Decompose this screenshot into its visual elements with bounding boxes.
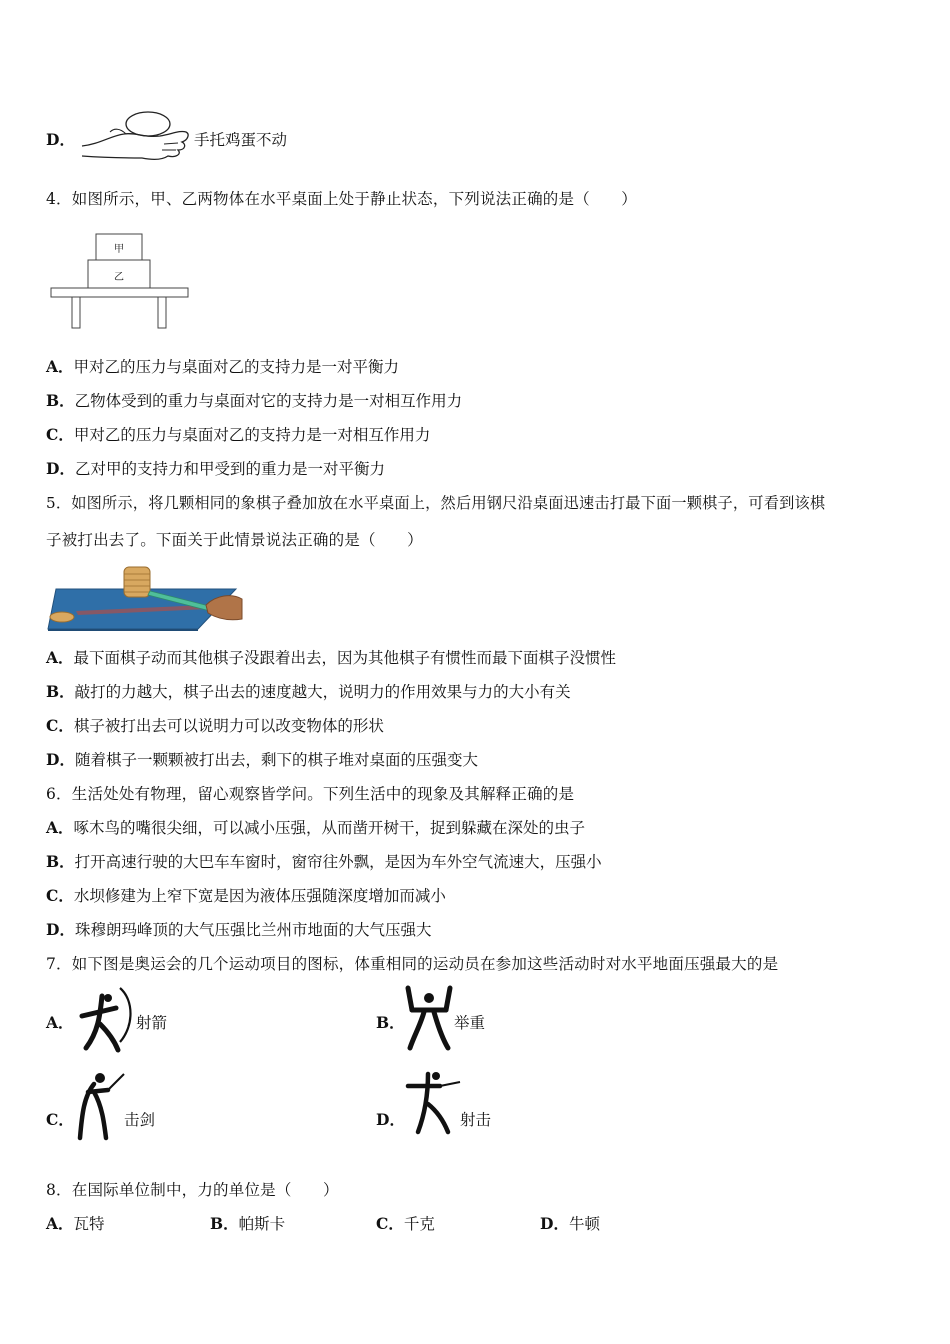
q6-option-a xyxy=(46,816,585,838)
option-label: C． xyxy=(46,716,74,735)
q5-option-c xyxy=(46,714,384,736)
q7-option-a-label xyxy=(46,1011,74,1033)
option-label: D． xyxy=(46,459,75,478)
archery-icon xyxy=(78,986,136,1054)
q7-stem: 7．如下图是奥运会的几个运动项目的图标，体重相同的运动员在参加这些活动时对水平地面压强最大的是 xyxy=(46,955,779,973)
q7-option-b-text: 举重 xyxy=(454,1014,486,1032)
option-text: 乙物体受到的重力与桌面对它的支持力是一对相互作用力 xyxy=(74,392,463,410)
hand-holding-egg-image xyxy=(80,106,192,164)
option-label: A． xyxy=(46,818,74,837)
option-text: 乙对甲的支持力和甲受到的重力是一对平衡力 xyxy=(74,460,385,478)
q6-option-b xyxy=(46,850,602,872)
q8-option-b xyxy=(210,1212,285,1234)
q5-stem-line2: 子被打出去了。下面关于此情景说法正确的是（ ） xyxy=(46,531,423,549)
q4-option-c xyxy=(46,423,430,445)
q8-option-c xyxy=(376,1212,435,1234)
option-label: B． xyxy=(46,391,75,410)
option-label: D． xyxy=(540,1214,569,1233)
q8-option-d xyxy=(540,1212,600,1234)
q6-stem: 6．生活处处有物理，留心观察皆学问。下列生活中的现象及其解释正确的是 xyxy=(46,785,575,803)
option-label: B． xyxy=(46,682,75,701)
q4-option-a xyxy=(46,355,399,377)
option-label: D． xyxy=(46,920,75,939)
q4-stem: 4．如图所示，甲、乙两物体在水平桌面上处于静止状态，下列说法正确的是（ ） xyxy=(46,190,637,208)
q8-stem: 8．在国际单位制中，力的单位是（ ） xyxy=(46,1181,339,1199)
option-label: D． xyxy=(46,750,75,769)
fencing-icon xyxy=(74,1070,126,1142)
box-jia-label: 甲 xyxy=(114,244,124,255)
q5-option-b xyxy=(46,680,571,702)
q7-option-c-text: 击剑 xyxy=(124,1111,156,1129)
option-label: C． xyxy=(376,1214,404,1233)
option-label: C． xyxy=(46,1110,74,1129)
weightlifting-icon xyxy=(402,984,456,1052)
q5-option-a xyxy=(46,646,616,668)
shooting-icon xyxy=(404,1068,464,1136)
option-text: 千克 xyxy=(403,1215,435,1233)
option-text: 牛顿 xyxy=(568,1215,600,1233)
option-label: A． xyxy=(46,1013,74,1032)
option-text: 啄木鸟的嘴很尖细，可以减小压强，从而凿开树干，捉到躲藏在深处的虫子 xyxy=(73,819,586,837)
q7-option-b-label xyxy=(376,1011,405,1033)
option-label: B． xyxy=(46,852,75,871)
option-label: C． xyxy=(46,886,74,905)
q3-option-d xyxy=(46,128,75,150)
option-label: B． xyxy=(376,1013,405,1032)
option-label: A． xyxy=(46,1214,74,1233)
q6-option-c xyxy=(46,884,446,906)
option-label: A． xyxy=(46,357,74,376)
q7-option-d-text: 射击 xyxy=(460,1111,492,1129)
option-text: 敲打的力越大，棋子出去的速度越大，说明力的作用效果与力的大小有关 xyxy=(74,683,571,701)
option-text: 水坝修建为上窄下宽是因为液体压强随深度增加而减小 xyxy=(73,887,446,905)
chess-pieces-ruler-image xyxy=(46,565,244,633)
option-label: A． xyxy=(46,648,74,667)
q4-option-d xyxy=(46,457,385,479)
q4-figure xyxy=(50,232,190,330)
option-text: 甲对乙的压力与桌面对乙的支持力是一对相互作用力 xyxy=(73,426,431,444)
option-text: 瓦特 xyxy=(73,1215,105,1233)
q7-option-d-label xyxy=(376,1108,405,1130)
option-label: C． xyxy=(46,425,74,444)
q6-option-d xyxy=(46,918,431,940)
option-label: D． xyxy=(376,1110,405,1129)
q7-option-a-text: 射箭 xyxy=(136,1014,168,1032)
q8-option-a xyxy=(46,1212,105,1234)
box-yi-label: 乙 xyxy=(114,272,124,283)
option-text: 棋子被打出去可以说明力可以改变物体的形状 xyxy=(73,717,384,735)
q5-option-d xyxy=(46,748,478,770)
option-text: 珠穆朗玛峰顶的大气压强比兰州市地面的大气压强大 xyxy=(74,921,432,939)
q4-option-b xyxy=(46,389,462,411)
option-text: 随着棋子一颗颗被打出去，剩下的棋子堆对桌面的压强变大 xyxy=(74,751,478,769)
option-text: 甲对乙的压力与桌面对乙的支持力是一对平衡力 xyxy=(73,358,400,376)
option-label: B． xyxy=(210,1214,239,1233)
option-text: 帕斯卡 xyxy=(238,1215,286,1233)
option-text: 最下面棋子动而其他棋子没跟着出去，因为其他棋子有惯性而最下面棋子没惯性 xyxy=(73,649,617,667)
option-text: 打开高速行驶的大巴车车窗时，窗帘往外飘，是因为车外空气流速大，压强小 xyxy=(74,853,602,871)
q5-stem-line1: 5．如图所示，将几颗相同的象棋子叠加放在水平桌面上，然后用钢尺沿桌面迅速击打最下面一颗棋子，可看到该棋 xyxy=(46,494,826,512)
option-label: D． xyxy=(46,130,75,149)
q7-option-c-label xyxy=(46,1108,74,1130)
q3-option-d-text: 手托鸡蛋不动 xyxy=(194,131,288,149)
